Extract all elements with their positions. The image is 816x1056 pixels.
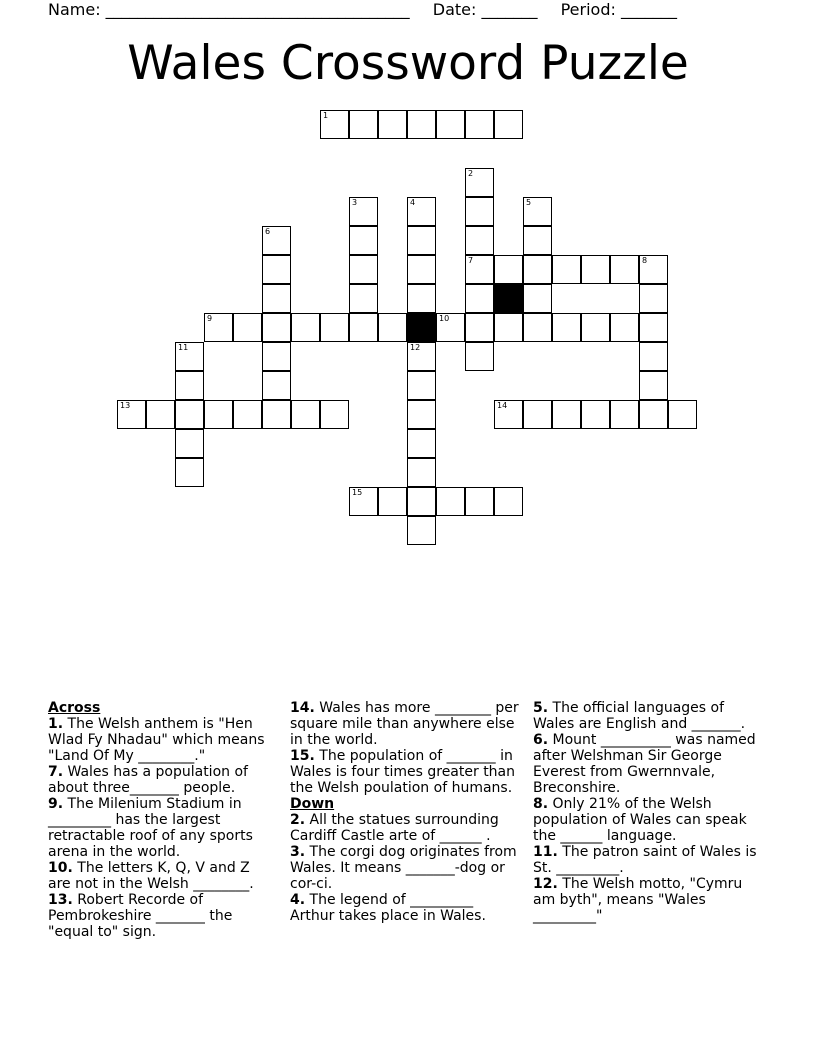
cell-number: 10	[439, 314, 450, 323]
clue-number: 6.	[533, 732, 549, 748]
grid-cell[interactable]	[610, 313, 639, 342]
cell-number: 3	[352, 198, 358, 207]
grid-cell[interactable]	[407, 197, 436, 226]
grid-cell[interactable]	[494, 400, 523, 429]
grid-cell[interactable]	[407, 226, 436, 255]
period-field[interactable]: Period: _______	[560, 0, 677, 19]
page-title: Wales Crossword Puzzle	[127, 36, 689, 91]
grid-cell[interactable]	[523, 226, 552, 255]
grid-cell[interactable]	[552, 255, 581, 284]
clue-across-9	[48, 796, 276, 860]
cell-number: 5	[526, 198, 532, 207]
grid-cell[interactable]	[233, 400, 262, 429]
grid-cell[interactable]	[233, 313, 262, 342]
grid-cell[interactable]	[523, 197, 552, 226]
cell-number: 6	[265, 227, 271, 236]
grid-cell[interactable]	[552, 313, 581, 342]
clue-number: 8.	[533, 796, 549, 812]
grid-cell[interactable]	[639, 313, 668, 342]
clue-number: 9.	[48, 796, 64, 812]
date-field[interactable]: Date: _______	[432, 0, 538, 19]
grid-cell[interactable]	[465, 226, 494, 255]
cell-number: 9	[207, 314, 213, 323]
grid-cell[interactable]	[407, 371, 436, 400]
grid-cell[interactable]	[523, 400, 552, 429]
grid-cell[interactable]	[320, 400, 349, 429]
black-cell	[494, 284, 523, 313]
grid-cell[interactable]	[436, 487, 465, 516]
clues-column-3	[533, 700, 763, 924]
clue-text: The Welsh anthem is "Hen Wlad Fy Nhadau" which means "Land Of My ________."	[48, 716, 265, 764]
grid-cell[interactable]	[349, 197, 378, 226]
clue-text: The Milenium Stadium in _________ has the largest retractable roof of any sports arena in the world.	[48, 796, 253, 860]
clue-down-4	[290, 892, 520, 924]
grid-cell[interactable]	[523, 284, 552, 313]
cell-number: 7	[468, 256, 474, 265]
grid-cell[interactable]	[349, 226, 378, 255]
clue-number: 5.	[533, 700, 549, 716]
grid-cell[interactable]	[465, 487, 494, 516]
grid-cell[interactable]	[639, 400, 668, 429]
grid-cell[interactable]	[262, 371, 291, 400]
grid-cell[interactable]	[436, 110, 465, 139]
grid-cell[interactable]	[378, 313, 407, 342]
clue-text: The patron saint of Wales is St. _________.	[533, 844, 757, 876]
clue-text: The Welsh motto, "Cymru am byth", means "Wales _________"	[533, 876, 743, 924]
cell-number: 14	[497, 401, 508, 410]
clue-down-6	[533, 732, 763, 796]
clue-text: Only 21% of the Welsh population of Wales can speak the ______ language.	[533, 796, 747, 844]
grid-cell[interactable]	[465, 342, 494, 371]
clues-column-1	[48, 700, 276, 940]
grid-cell[interactable]	[291, 400, 320, 429]
grid-cell[interactable]	[320, 110, 349, 139]
grid-cell[interactable]	[349, 487, 378, 516]
grid-cell[interactable]	[407, 429, 436, 458]
cell-number: 4	[410, 198, 416, 207]
clue-text: Wales has a population of about three_______ people.	[48, 764, 248, 796]
name-field[interactable]: Name: ______________________________________	[48, 0, 410, 19]
grid-cell[interactable]	[175, 371, 204, 400]
clue-number: 11.	[533, 844, 558, 860]
cell-number: 8	[642, 256, 648, 265]
grid-cell[interactable]	[378, 110, 407, 139]
grid-cell[interactable]	[349, 313, 378, 342]
clue-text: The corgi dog originates from Wales. It means _______-dog or cor-ci.	[290, 844, 517, 892]
grid-cell[interactable]	[407, 516, 436, 545]
clue-number: 12.	[533, 876, 558, 892]
clue-number: 3.	[290, 844, 306, 860]
clue-number: 13.	[48, 892, 73, 908]
down-heading: Down	[290, 796, 335, 812]
grid-cell[interactable]	[610, 400, 639, 429]
grid-cell[interactable]	[465, 197, 494, 226]
clue-number: 10.	[48, 860, 73, 876]
grid-cell[interactable]	[465, 110, 494, 139]
grid-cell[interactable]	[581, 255, 610, 284]
clue-number: 7.	[48, 764, 64, 780]
clue-down-3	[290, 844, 520, 892]
grid-cell[interactable]	[610, 255, 639, 284]
clue-across-14	[290, 700, 520, 748]
clue-text: The population of _______ in Wales is four times greater than the Welsh poulation of humans.	[290, 748, 516, 796]
grid-cell[interactable]	[204, 313, 233, 342]
grid-cell[interactable]	[349, 110, 378, 139]
clue-down-2	[290, 812, 520, 844]
grid-cell[interactable]	[407, 458, 436, 487]
cell-number: 13	[120, 401, 131, 410]
clue-text: The letters K, Q, V and Z are not in the Welsh ________.	[48, 860, 254, 892]
grid-cell[interactable]	[494, 110, 523, 139]
grid-cell[interactable]	[262, 400, 291, 429]
clue-across-7	[48, 764, 276, 796]
grid-cell[interactable]	[523, 313, 552, 342]
clue-text: Mount __________ was named after Welshman Sir George Everest from Gwernnvale, Breconshire.	[533, 732, 756, 796]
grid-cell[interactable]	[146, 400, 175, 429]
grid-cell[interactable]	[204, 400, 233, 429]
grid-cell[interactable]	[175, 342, 204, 371]
grid-cell[interactable]	[668, 400, 697, 429]
clue-text: Robert Recorde of Pembrokeshire _______ the "equal to" sign.	[48, 892, 233, 940]
grid-cell[interactable]	[639, 255, 668, 284]
grid-cell[interactable]	[407, 342, 436, 371]
clue-down-11	[533, 844, 763, 876]
grid-cell[interactable]	[349, 255, 378, 284]
grid-cell[interactable]	[581, 313, 610, 342]
grid-cell[interactable]	[639, 284, 668, 313]
grid-cell[interactable]	[465, 168, 494, 197]
cell-number: 1	[323, 111, 329, 120]
cell-number: 2	[468, 169, 474, 178]
grid-cell[interactable]	[407, 487, 436, 516]
grid-cell[interactable]	[262, 342, 291, 371]
grid-cell[interactable]	[465, 313, 494, 342]
across-heading: Across	[48, 700, 101, 716]
cell-number: 11	[178, 343, 189, 352]
grid-cell[interactable]	[117, 400, 146, 429]
clue-number: 15.	[290, 748, 315, 764]
clue-text: The legend of _________ Arthur takes place in Wales.	[290, 892, 486, 924]
grid-cell[interactable]	[436, 313, 465, 342]
grid-cell[interactable]	[523, 255, 552, 284]
grid-cell[interactable]	[262, 255, 291, 284]
grid-cell[interactable]	[262, 284, 291, 313]
grid-cell[interactable]	[407, 110, 436, 139]
clue-text: All the statues surrounding Cardiff Castle arte of ______ .	[290, 812, 499, 844]
grid-cell[interactable]	[494, 313, 523, 342]
clue-across-13	[48, 892, 276, 940]
grid-cell[interactable]	[175, 429, 204, 458]
clue-number: 2.	[290, 812, 306, 828]
grid-cell[interactable]	[494, 255, 523, 284]
grid-cell[interactable]	[320, 313, 349, 342]
clue-number: 4.	[290, 892, 306, 908]
grid-cell[interactable]	[262, 313, 291, 342]
grid-cell[interactable]	[465, 284, 494, 313]
clue-down-5	[533, 700, 763, 732]
grid-cell[interactable]	[639, 342, 668, 371]
grid-cell[interactable]	[407, 400, 436, 429]
clue-down-8	[533, 796, 763, 844]
grid-cell[interactable]	[581, 400, 610, 429]
grid-cell[interactable]	[175, 400, 204, 429]
black-cell	[407, 313, 436, 342]
clue-number: 1.	[48, 716, 64, 732]
grid-cell[interactable]	[378, 487, 407, 516]
grid-cell[interactable]	[494, 487, 523, 516]
grid-cell[interactable]	[407, 284, 436, 313]
clue-across-15	[290, 748, 520, 796]
clue-across-10	[48, 860, 276, 892]
clue-text: The official languages of Wales are English and _______.	[533, 700, 746, 732]
clue-text: Wales has more ________ per square mile than anywhere else in the world.	[290, 700, 519, 748]
grid-cell[interactable]	[291, 313, 320, 342]
grid-cell[interactable]	[639, 371, 668, 400]
cell-number: 12	[410, 343, 421, 352]
cell-number: 15	[352, 488, 363, 497]
grid-cell[interactable]	[349, 284, 378, 313]
clue-across-1	[48, 716, 276, 764]
grid-cell[interactable]	[175, 458, 204, 487]
grid-cell[interactable]	[262, 226, 291, 255]
grid-cell[interactable]	[552, 400, 581, 429]
clue-number: 14.	[290, 700, 315, 716]
clues-column-2	[290, 700, 520, 924]
grid-cell[interactable]	[407, 255, 436, 284]
grid-cell[interactable]	[465, 255, 494, 284]
clue-down-12	[533, 876, 763, 924]
